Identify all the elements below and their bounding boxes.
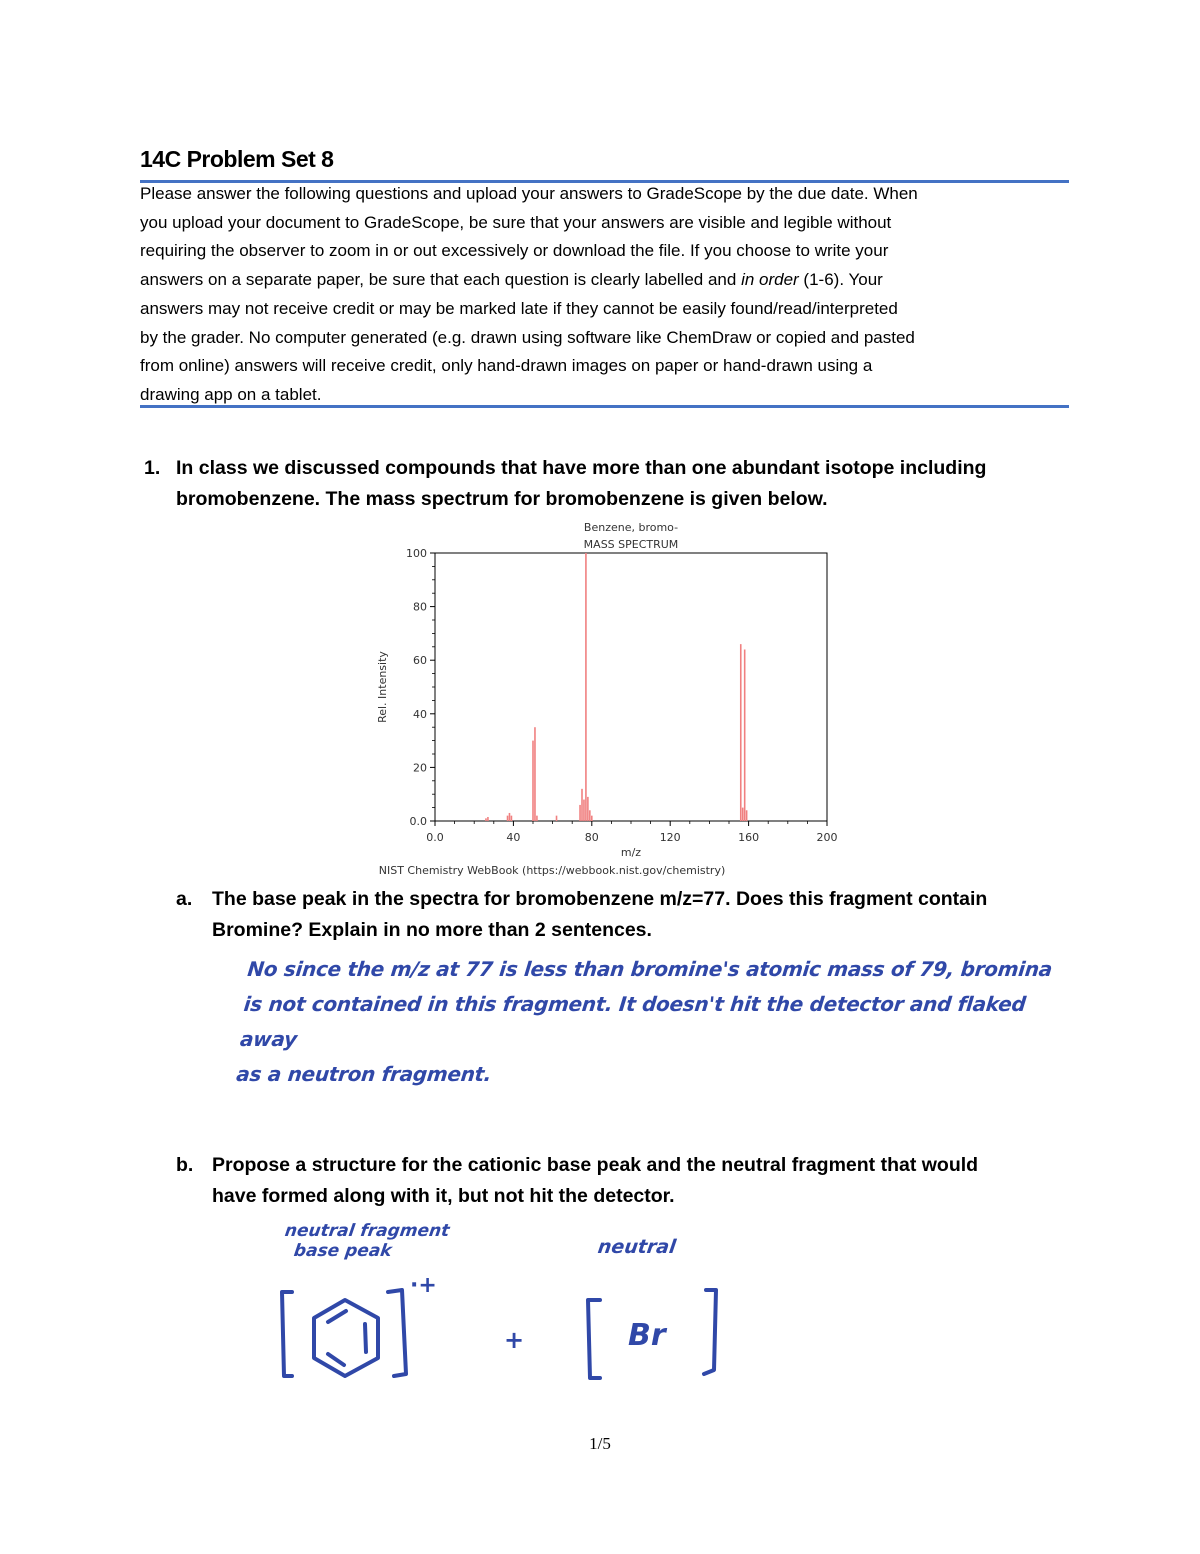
label-neutral-fragment: neutral fragment	[283, 1221, 451, 1241]
x-tick-label: 200	[816, 831, 838, 844]
peaks-group	[486, 553, 747, 821]
chart-title: Benzene, bromo-	[583, 521, 679, 534]
x-ticks	[426, 821, 837, 844]
chart-subtitle: MASS SPECTRUM	[583, 538, 679, 551]
question-number: 1.	[144, 457, 161, 479]
part-a-line: The base peak in the spectra for bromobenzene m/z=77. Does this fragment contain	[212, 888, 988, 910]
page-number: 1/5	[589, 1434, 611, 1453]
x-tick-label: 80	[584, 831, 599, 844]
part-a-text	[212, 884, 1062, 946]
y-tick-label: 80	[413, 600, 427, 614]
intro-line: you upload your document to GradeScope, be sure that your answers are visible and legible without	[140, 212, 892, 232]
handwritten-answer-a	[235, 952, 1090, 1092]
benzene-double-bonds	[328, 1311, 366, 1365]
question-line: bromobenzene. The mass spectrum for bromobenzene is given below.	[176, 488, 828, 510]
part-b-line: Propose a structure for the cationic base peak and the neutral fragment that would	[212, 1154, 979, 1176]
x-tick-label: 160	[738, 831, 760, 844]
bromine-symbol: Br	[628, 1318, 666, 1353]
x-axis-label: m/z	[620, 846, 642, 859]
handwritten-line: is not contained in this fragment. It doesn't hit the detector and flaked away	[238, 992, 1027, 1051]
left-bracket-open	[282, 1292, 292, 1376]
x-tick-label: 120	[659, 831, 681, 844]
radical-cation-charge: ·+	[410, 1273, 437, 1298]
part-a-label: a.	[176, 888, 193, 910]
label-base-peak: base peak	[292, 1241, 394, 1261]
chart-source: NIST Chemistry WebBook (https://webbook.nist.gov/chemistry)	[378, 864, 726, 877]
right-bracket-open	[588, 1300, 600, 1378]
intro-line	[140, 266, 1075, 295]
intro-emphasis: in order	[741, 270, 799, 290]
intro-line: by the grader. No computer generated (e.g. drawn using software like ChemDraw or copied and pasted	[140, 327, 915, 347]
y-axis-label: Rel. Intensity	[376, 651, 389, 723]
y-tick-label: 0.0	[409, 815, 427, 828]
structure-drawing	[270, 1270, 740, 1390]
intro-line: Please answer the following questions and upload your answers to GradeScope by the due date. When	[140, 184, 918, 203]
y-tick-label: 100	[406, 547, 427, 560]
intro-line: from online) answers will receive credit, only hand-drawn images on paper or hand-drawn using a	[140, 356, 873, 376]
plus-sign: +	[504, 1326, 525, 1354]
y-tick-label: 20	[413, 761, 427, 775]
intro-segment: (1-6). Your	[798, 270, 883, 290]
mass-spectrum-chart	[360, 516, 860, 880]
handwritten-line: as a neutron fragment.	[235, 1062, 493, 1086]
y-tick-label: 40	[413, 707, 427, 721]
question-line: In class we discussed compounds that have more than one abundant isotope including	[176, 457, 987, 479]
part-b-text	[212, 1150, 1062, 1212]
intro-segment: answers on a separate paper, be sure that each question is clearly labelled and	[140, 270, 742, 290]
question-text	[176, 453, 1056, 515]
x-tick-label: 40	[506, 831, 521, 844]
handwritten-line: No since the m/z at 77 is less than bromine's atomic mass of 79, bromina	[246, 957, 1054, 981]
instructions-paragraph	[140, 180, 1075, 410]
intro-line: answers may not receive credit or may be marked late if they cannot be easily found/read/interpreted	[140, 298, 898, 318]
part-a-line: Bromine? Explain in no more than 2 sentences.	[212, 919, 652, 941]
intro-rule	[140, 405, 1069, 408]
right-bracket-close	[704, 1290, 716, 1374]
y-tick-label: 60	[413, 654, 427, 668]
label-neutral: neutral	[596, 1236, 678, 1258]
page-title: 14C Problem Set 8	[140, 146, 334, 172]
left-bracket-close	[388, 1290, 406, 1376]
minor-ticks	[432, 566, 807, 824]
intro-line: requiring the observer to zoom in or out excessively or download the file. If you choose to write your	[140, 241, 889, 261]
x-tick-label: 0.0	[426, 831, 444, 844]
part-b-label: b.	[176, 1154, 194, 1176]
y-ticks	[406, 547, 435, 828]
plot-frame	[435, 553, 827, 821]
part-b-line: have formed along with it, but not hit the detector.	[212, 1185, 675, 1207]
intro-line: drawing app on a tablet.	[140, 384, 322, 404]
